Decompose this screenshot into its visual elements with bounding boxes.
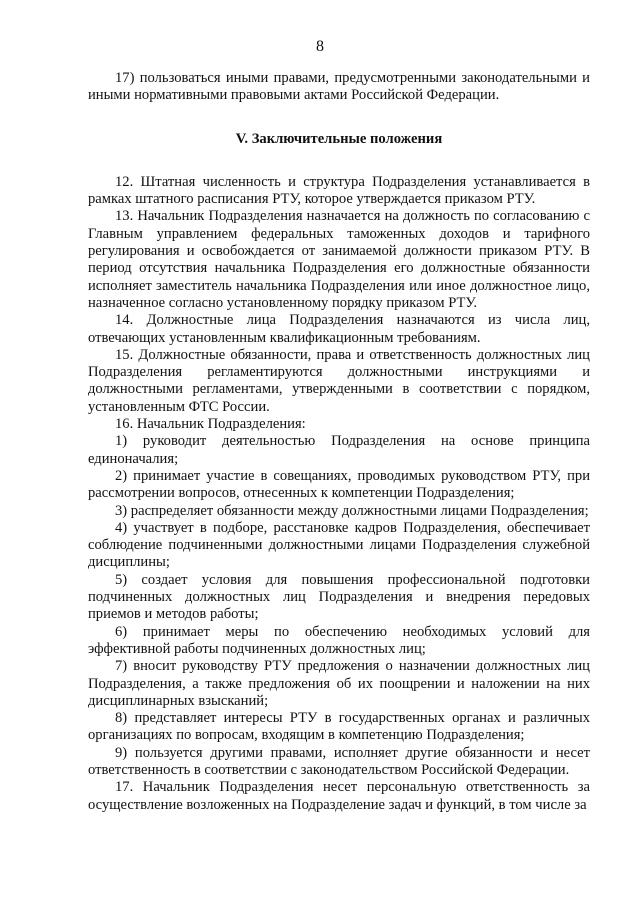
paragraph-13: 13. Начальник Подразделения назначается на должность по согласованию с Главным управлением федеральных таможенных доходов и тарифного регулирования и освобождается от занимаемой должности приказом РТУ. В период отсутствия начальника Подразделения его должностные обязанности исполняет заместитель начальника Подразделения или иное должностное лицо, назначенное согласно установленному порядку приказом РТУ. [88,208,590,311]
paragraph-16: 16. Начальник Подразделения: [115,416,306,433]
page-number: 8 [316,38,324,55]
list-item-8: 8) представляет интересы РТУ в государственных органах и различных организациях по вопросам, входящим в компетенцию Подразделения; [88,710,590,744]
list-item-4: 4) участвует в подборе, расстановке кадров Подразделения, обеспечивает соблюдение подчиненными должностными лицами Подразделения служебной дисциплины; [88,519,590,571]
list-item-6: 6) принимает меры по обеспечению необходимых условий для эффективной работы подчиненных должностных лиц; [88,623,590,657]
list-item-1: 1) руководит деятельностью Подразделения на основе принципа единоначалия; [88,433,590,467]
paragraph-12: 12. Штатная численность и структура Подразделения устанавливается в рамках штатного расписания РТУ, которое утверждается приказом РТУ. [88,173,590,208]
list-item-5: 5) создает условия для повышения профессиональной подготовки подчиненных должностных лиц Подразделения и внедрения передовых приемов и методов работы; [88,571,590,623]
paragraph-15: 15. Должностные обязанности, права и ответственность должностных лиц Подразделения регламентируются должностными инструкциями и должностными регламентами, утвержденными в соответствии с порядком, установленным ФТС России. [88,346,590,415]
section-heading: V. Заключительные положения [235,130,443,147]
document-body [88,70,590,814]
list-item-2: 2) принимает участие в совещаниях, проводимых руководством РТУ, при рассмотрении вопросов, отнесенных к компетенции Подразделения; [88,467,590,502]
paragraph-17-item: 17) пользоваться иными правами, предусмотренными законодательными и иными нормативными правовыми актами Российской Федерации. [88,70,590,104]
paragraph-14: 14. Должностные лица Подразделения назначаются из числа лиц, отвечающих установленным квалификационным требованиям. [88,312,590,346]
paragraph-17: 17. Начальник Подразделения несет персональную ответственность за осуществление возложенных на Подразделение задач и функций, в том числе за [88,779,590,813]
list-item-3: 3) распределяет обязанности между должностными лицами Подразделения; [115,502,589,519]
list-item-9: 9) пользуется другими правами, исполняет другие обязанности и несет ответственность в соответствии с законодательством Российской Федерации. [88,744,590,778]
list-item-7: 7) вносит руководству РТУ предложения о назначении должностных лиц Подразделения, а также предложения об их поощрении и наложении на них дисциплинарных взысканий; [88,658,590,709]
